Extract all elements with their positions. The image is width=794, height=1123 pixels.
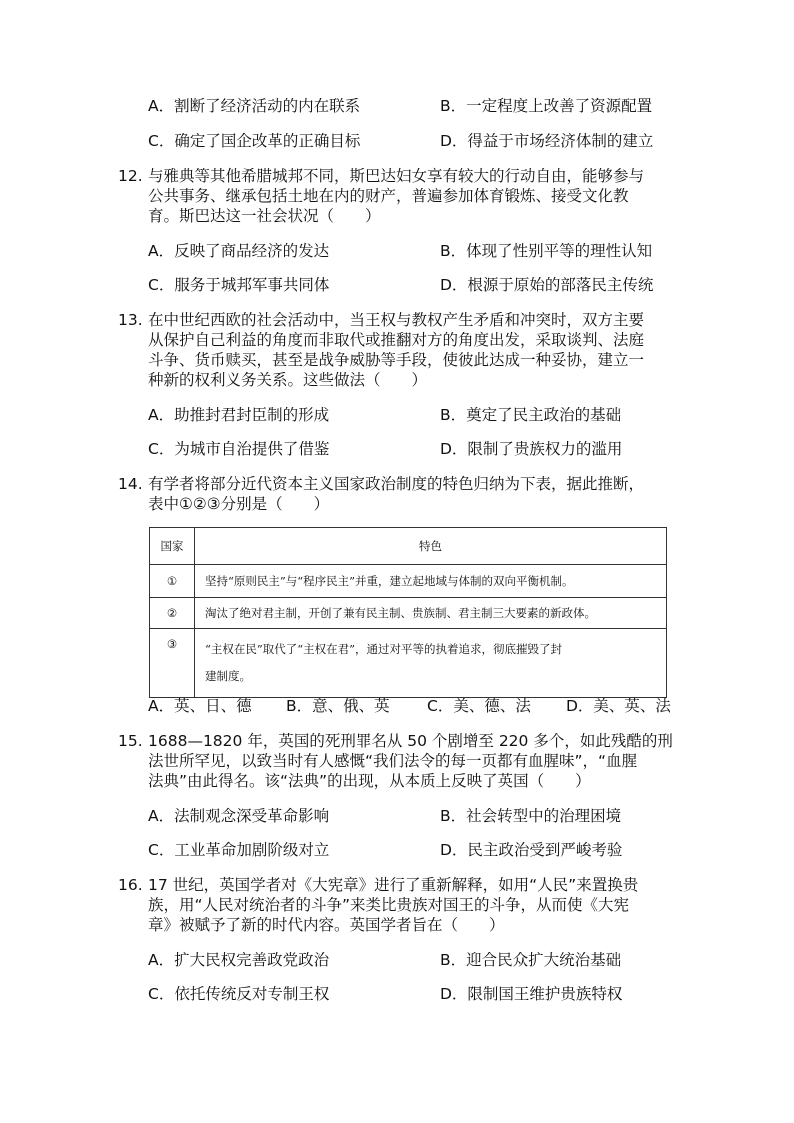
q15-stem-line-1: 1688—1820 年，英国的死刑罪名从 50 个剧增至 220 多个，如此残酷的刑 — [148, 732, 673, 750]
table-row — [150, 565, 667, 598]
table-header-row — [150, 528, 667, 565]
q15-number: 15. — [118, 732, 143, 750]
header-country: 国家 — [150, 528, 195, 565]
q16-stem-line-2: 族，用“人民对统治者的斗争”来类比贵族对国王的斗争，从而使《大宪 — [148, 896, 630, 914]
q12-stem-line-3: 育。斯巴达这一社会状况（ ） — [148, 207, 381, 225]
q15-option-c: C．工业革命加剧阶级对立 — [148, 841, 330, 859]
q12-stem-line-2: 公共事务、继承包括土地在内的财产，普遍参加体育锻炼、接受文化教 — [148, 187, 629, 205]
q13-stem-line-4: 种新的权利义务关系。这些做法（ ） — [148, 371, 428, 389]
q12-option-a: A．反映了商品经济的发达 — [148, 242, 330, 260]
header-features: 特色 — [195, 528, 667, 565]
q13-option-b: B．奠定了民主政治的基础 — [440, 406, 622, 424]
q15-option-a: A．法制观念深受革命影响 — [148, 807, 330, 825]
row-text-3-line-2: 建制度。 — [205, 669, 251, 683]
q16-option-a: A．扩大民权完善政党政治 — [148, 951, 330, 969]
q13-option-a: A．助推封君封臣制的形成 — [148, 406, 330, 424]
q14-number: 14. — [118, 475, 143, 493]
q13-number: 13. — [118, 311, 143, 329]
row-text-1: 坚持“原则民主”与“程序民主”并重，建立起地域与体制的双向平衡机制。 — [195, 565, 667, 598]
q15-option-d: D．民主政治受到严峻考验 — [440, 841, 623, 859]
q13-option-c: C．为城市自治提供了借鉴 — [148, 440, 330, 458]
q14-stem-line-2: 表中①②③分别是（ ） — [148, 495, 330, 513]
q15-stem-line-2: 法世所罕见，以致当时有人感慨“我们法令的每一页都有血腥味”，“血腥 — [148, 752, 638, 770]
row-mark-3: ③ — [150, 629, 195, 698]
q11-option-a: A．割断了经济活动的内在联系 — [148, 97, 361, 115]
q12-option-d: D．根源于原始的部落民主传统 — [440, 276, 654, 294]
q13-option-d: D．限制了贵族权力的滥用 — [440, 440, 623, 458]
row-mark-2: ② — [150, 598, 195, 629]
table-row — [150, 629, 667, 698]
q16-stem-line-1: 17 世纪，英国学者对《大宪章》进行了重新解释，如用“人民”来置换贵 — [148, 876, 639, 894]
q14-option-a: A．英、日、德 — [148, 697, 252, 715]
q13-stem-line-1: 在中世纪西欧的社会活动中，当王权与教权产生矛盾和冲突时，双方主要 — [148, 311, 645, 329]
q11-option-b: B．一定程度上改善了资源配置 — [440, 97, 653, 115]
q16-number: 16. — [118, 876, 143, 894]
q12-option-b: B．体现了性别平等的理性认知 — [440, 242, 653, 260]
row-text-3-line-1: “主权在民”取代了“主权在君”，通过对平等的执着追求，彻底摧毁了封 — [205, 642, 563, 656]
row-mark-1: ① — [150, 565, 195, 598]
q12-option-c: C．服务于城邦军事共同体 — [148, 276, 330, 294]
q12-number: 12. — [118, 167, 143, 185]
q16-option-c: C．依托传统反对专制王权 — [148, 985, 330, 1003]
row-text-2: 淘汰了绝对君主制，开创了兼有民主制、贵族制、君主制三大要素的新政体。 — [195, 598, 667, 629]
q14-option-d: D．美、英、法 — [566, 697, 671, 715]
q15-option-b: B．社会转型中的治理困境 — [440, 807, 622, 825]
q14-option-c: C．美、德、法 — [427, 697, 531, 715]
row-text-3 — [195, 629, 667, 698]
table-row — [150, 598, 667, 629]
q16-option-b: B．迎合民众扩大统治基础 — [440, 951, 622, 969]
q15-stem-line-3: 法典”由此得名。该“法典”的出现，从本质上反映了英国（ ） — [148, 772, 591, 790]
q13-stem-line-2: 从保护自己利益的角度而非取代或推翻对方的角度出发，采取谈判、法庭 — [148, 331, 645, 349]
q12-stem-line-1: 与雅典等其他希腊城邦不同，斯巴达妇女享有较大的行动自由，能够参与 — [148, 167, 645, 185]
q16-option-d: D．限制国王维护贵族特权 — [440, 985, 623, 1003]
q11-option-d: D．得益于市场经济体制的建立 — [440, 132, 654, 150]
q13-stem-line-3: 斗争、货币赎买，甚至是战争威胁等手段，使彼此达成一种妥协，建立一 — [148, 351, 645, 369]
q14-option-b: B．意、俄、英 — [286, 697, 390, 715]
q16-stem-line-3: 章》被赋予了新的时代内容。英国学者旨在（ ） — [148, 916, 505, 934]
q11-option-c: C．确定了国企改革的正确目标 — [148, 132, 361, 150]
q14-stem-line-1: 有学者将部分近代资本主义国家政治制度的特色归纳为下表，据此推断， — [148, 475, 645, 493]
features-table — [149, 527, 667, 698]
